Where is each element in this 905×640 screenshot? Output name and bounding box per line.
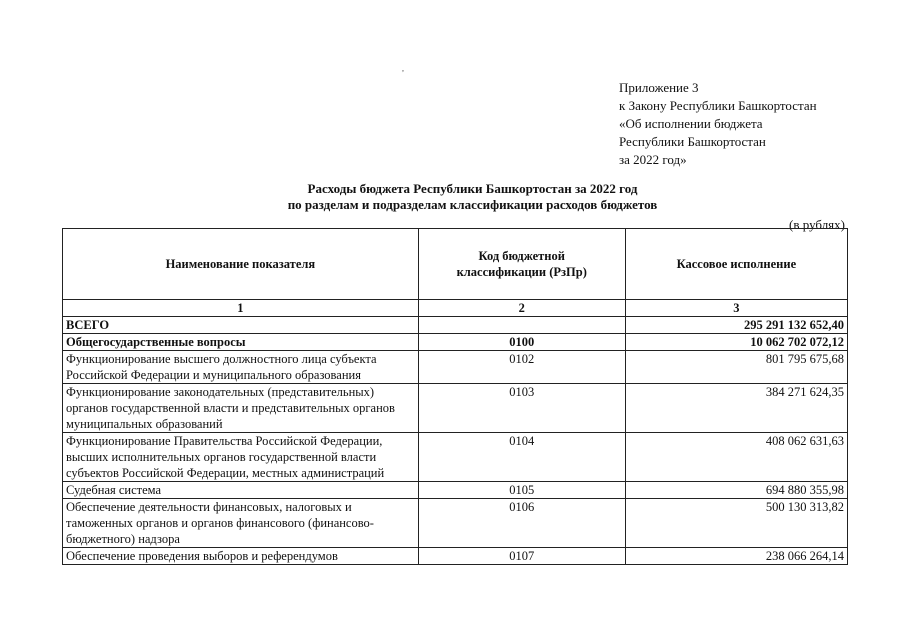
- row-name: Судебная система: [63, 482, 419, 499]
- column-number: 3: [625, 300, 847, 317]
- row-amount: 238 066 264,14: [625, 548, 847, 565]
- table-row: [63, 334, 848, 351]
- row-code: 0107: [418, 548, 625, 565]
- appendix-line: Приложение 3: [619, 80, 699, 95]
- scan-mark: ,: [402, 64, 404, 73]
- row-code: 0100: [418, 334, 625, 351]
- row-name: Функционирование законодательных (представительных) органов государственной власти и представительных органов муниципальных образований: [63, 384, 419, 433]
- expenses-table: [62, 228, 848, 565]
- table-row: [63, 384, 848, 433]
- row-name: Функционирование высшего должностного лица субъекта Российской Федерации и муниципального образования: [63, 351, 419, 384]
- column-number: 2: [418, 300, 625, 317]
- table-row: [63, 548, 848, 565]
- header-code: Код бюджетной классификации (РзПр): [418, 229, 625, 300]
- row-amount: 10 062 702 072,12: [625, 334, 847, 351]
- table-row: [63, 317, 848, 334]
- table-row: [63, 433, 848, 482]
- row-code: 0103: [418, 384, 625, 433]
- table-header-row: [63, 229, 848, 300]
- row-code: 0102: [418, 351, 625, 384]
- row-code: 0104: [418, 433, 625, 482]
- row-amount: 694 880 355,98: [625, 482, 847, 499]
- row-code: 0105: [418, 482, 625, 499]
- table-row: [63, 499, 848, 548]
- appendix-line: Республики Башкортостан: [619, 134, 766, 149]
- appendix-block: [619, 79, 817, 169]
- header-amount: Кассовое исполнение: [625, 229, 847, 300]
- row-amount: 801 795 675,68: [625, 351, 847, 384]
- row-amount: 295 291 132 652,40: [625, 317, 847, 334]
- column-number-row: [63, 300, 848, 317]
- appendix-line: «Об исполнении бюджета: [619, 116, 763, 131]
- row-amount: 408 062 631,63: [625, 433, 847, 482]
- document-title: Расходы бюджета Республики Башкортостан за 2022 год: [307, 181, 638, 196]
- appendix-line: к Закону Республики Башкортостан: [619, 98, 817, 113]
- row-amount: 500 130 313,82: [625, 499, 847, 548]
- row-name: Общегосударственные вопросы: [63, 334, 419, 351]
- row-code: [418, 317, 625, 334]
- document-subtitle: по разделам и подразделам классификации расходов бюджетов: [287, 197, 658, 212]
- table-row: [63, 351, 848, 384]
- row-name: Функционирование Правительства Российской Федерации, высших исполнительных органов государственной власти субъектов Российской Федерации, местных администраций: [63, 433, 419, 482]
- row-name: ВСЕГО: [63, 317, 419, 334]
- table-row: [63, 482, 848, 499]
- row-name: Обеспечение деятельности финансовых, налоговых и таможенных органов и органов финансового (финансово-бюджетного) надзора: [63, 499, 419, 548]
- appendix-line: за 2022 год»: [619, 152, 687, 167]
- row-name: Обеспечение проведения выборов и референдумов: [63, 548, 419, 565]
- row-code: 0106: [418, 499, 625, 548]
- row-amount: 384 271 624,35: [625, 384, 847, 433]
- units-label: (в рублях): [789, 217, 845, 232]
- header-name: Наименование показателя: [63, 229, 419, 300]
- column-number: 1: [63, 300, 419, 317]
